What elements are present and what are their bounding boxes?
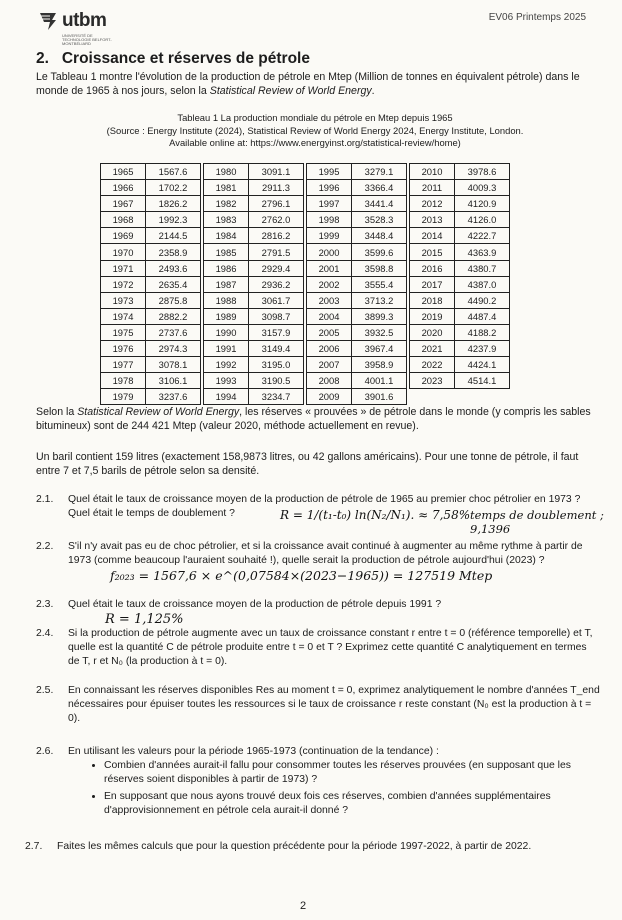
question-text: Quel était le taux de croissance moyen de la production de pétrole de 1965 au premier choc pétrolier en 1973 ? Quel était le temps de doublement ?: [68, 494, 581, 519]
question-2-2: [36, 540, 601, 568]
value-cell: 2875.8: [146, 292, 201, 308]
year-cell: 1992: [204, 357, 249, 373]
value-cell: 3366.4: [352, 180, 407, 196]
question-text: En connaissant les réserves disponibles Res au moment t = 0, exprimez analytiquement le nombre d'années T_end nécessaires pour épuiser toutes les ressources si le taux de croissance r reste constant (N₀ est la production à t = 0).: [68, 685, 600, 724]
year-cell: 2008: [307, 373, 352, 389]
year-cell: 1982: [204, 196, 249, 212]
year-cell: 2011: [410, 180, 455, 196]
value-cell: 4237.9: [455, 341, 510, 357]
year-cell: 2004: [307, 308, 352, 324]
year-cell: 1979: [101, 389, 146, 405]
table-row: [101, 389, 510, 405]
value-cell: 2929.4: [249, 260, 304, 276]
year-cell: 1981: [204, 180, 249, 196]
value-cell: 3441.4: [352, 196, 407, 212]
value-cell: 2635.4: [146, 276, 201, 292]
reserves-source: Statistical Review of World Energy: [77, 406, 240, 418]
year-cell: 1974: [101, 308, 146, 324]
value-cell: 3528.3: [352, 212, 407, 228]
value-cell: 3237.6: [146, 389, 201, 405]
value-cell: 2144.5: [146, 228, 201, 244]
year-cell: 1968: [101, 212, 146, 228]
value-cell: 2796.1: [249, 196, 304, 212]
value-cell: 4126.0: [455, 212, 510, 228]
year-cell: 2010: [410, 164, 455, 180]
value-cell: 3967.4: [352, 341, 407, 357]
value-cell: 4424.1: [455, 357, 510, 373]
intro-end: .: [371, 85, 375, 97]
table-caption: [60, 112, 570, 150]
value-cell: 3195.0: [249, 357, 304, 373]
value-cell: [455, 389, 510, 405]
year-cell: 2000: [307, 244, 352, 260]
value-cell: 1702.2: [146, 180, 201, 196]
year-cell: 1977: [101, 357, 146, 373]
year-cell: 2014: [410, 228, 455, 244]
question-number: 2.2.: [36, 541, 54, 552]
question-number: 2.1.: [36, 494, 54, 505]
year-cell: 2007: [307, 357, 352, 373]
intro-source: Statistical Review of World Energy: [209, 85, 372, 97]
year-cell: 1993: [204, 373, 249, 389]
value-cell: 1992.3: [146, 212, 201, 228]
utbm-logo-icon: [38, 10, 58, 32]
year-cell: 2022: [410, 357, 455, 373]
year-cell: 1985: [204, 244, 249, 260]
value-cell: 4363.9: [455, 244, 510, 260]
year-cell: 1983: [204, 212, 249, 228]
table-row: [101, 292, 510, 308]
section-title: [36, 50, 310, 68]
value-cell: 3149.4: [249, 341, 304, 357]
year-cell: [410, 389, 455, 405]
table-row: [101, 341, 510, 357]
value-cell: 4001.1: [352, 373, 407, 389]
value-cell: 4222.7: [455, 228, 510, 244]
table-row: [101, 180, 510, 196]
question-2-3: [36, 598, 601, 612]
production-table: [100, 163, 510, 405]
value-cell: 1826.2: [146, 196, 201, 212]
year-cell: 1965: [101, 164, 146, 180]
year-cell: 1972: [101, 276, 146, 292]
table-row: [101, 324, 510, 340]
year-cell: 1986: [204, 260, 249, 276]
year-cell: 1994: [204, 389, 249, 405]
handwritten-answer-2-3: R = 1,125%: [105, 612, 184, 627]
year-cell: 2017: [410, 276, 455, 292]
year-cell: 2021: [410, 341, 455, 357]
table-row: [101, 212, 510, 228]
question-number: 2.7.: [25, 841, 43, 852]
reserves-text-end: , les réserves « prouvées » de pétrole dans le monde (y compris les sables bitumineux) sont de 244 421 Mtep (valeur 2020, méthode actuellement en revue).: [36, 406, 591, 432]
year-cell: 2015: [410, 244, 455, 260]
value-cell: 3061.7: [249, 292, 304, 308]
value-cell: 2358.9: [146, 244, 201, 260]
year-cell: 1978: [101, 373, 146, 389]
question-text: Faites les mêmes calculs que pour la question précédente pour la période 1997-2022, à partir de 2022.: [57, 841, 532, 852]
year-cell: 1967: [101, 196, 146, 212]
question-number: 2.3.: [36, 599, 54, 610]
year-cell: 1984: [204, 228, 249, 244]
year-cell: 1987: [204, 276, 249, 292]
value-cell: 3106.1: [146, 373, 201, 389]
year-cell: 1966: [101, 180, 146, 196]
barrel-paragraph: Un baril contient 159 litres (exactement 158,9873 litres, ou 42 gallons américains). Pour une tonne de pétrole, il faut entre 7 et 7,5 barils de pétrole selon sa densité.: [36, 451, 579, 477]
handwritten-answer-2-2: f₂₀₂₃ = 1567,6 × e^(0,07584×(2023−1965)) = 127519 Mtep: [110, 568, 493, 583]
bullet-item: • Combien d'années aurait-il fallu pour consommer toutes les réserves prouvées (en supposant que les réserves soient disponibles à partir de 1973) ?: [104, 759, 601, 787]
table-row: [101, 308, 510, 324]
section-title-text: Croissance et réserves de pétrole: [61, 50, 310, 67]
year-cell: 2009: [307, 389, 352, 405]
year-cell: 2003: [307, 292, 352, 308]
table-row: [101, 373, 510, 389]
intro-text: Le Tableau 1 montre l'évolution de la production de pétrole en Mtep (Million de tonnes en équivalent pétrole) dans le monde de 1965 à nos jours, selon la: [36, 71, 580, 97]
year-cell: 2013: [410, 212, 455, 228]
table-row: [101, 164, 510, 180]
bullet-item: • En supposant que nous ayons trouvé deux fois ces réserves, combien d'années supplémentaires d'approvisionnement en pétrole cela aurait-il donné ?: [104, 790, 601, 818]
value-cell: 4009.3: [455, 180, 510, 196]
year-cell: 1989: [204, 308, 249, 324]
question-2-6: [36, 745, 601, 821]
question-2-7: [25, 840, 605, 854]
year-cell: 2020: [410, 324, 455, 340]
year-cell: 1999: [307, 228, 352, 244]
value-cell: 3448.4: [352, 228, 407, 244]
year-cell: 1973: [101, 292, 146, 308]
value-cell: 3098.7: [249, 308, 304, 324]
year-cell: 1980: [204, 164, 249, 180]
logo-subtitle: UNIVERSITÉ DE TECHNOLOGIE BELFORT-MONTBÉLIARD: [62, 33, 112, 46]
year-cell: 1971: [101, 260, 146, 276]
section-number: 2.: [36, 50, 49, 67]
value-cell: 4487.4: [455, 308, 510, 324]
value-cell: 4490.2: [455, 292, 510, 308]
question-text: S'il n'y avait pas eu de choc pétrolier, et si la croissance avait continué à augmenter au même rythme à partir de 1973 (comme beaucoup l'auraient souhaité !), quelle serait la production de pétrole aujourd'hui (2023) ?: [68, 541, 583, 566]
caption-line-1: Tableau 1 La production mondiale du pétrole en Mtep depuis 1965: [177, 112, 453, 123]
value-cell: 4120.9: [455, 196, 510, 212]
value-cell: 3899.3: [352, 308, 407, 324]
question-2-4: [36, 627, 601, 669]
reserves-paragraph: [36, 405, 596, 433]
year-cell: 1991: [204, 341, 249, 357]
value-cell: 2493.6: [146, 260, 201, 276]
year-cell: 1975: [101, 324, 146, 340]
year-cell: 1970: [101, 244, 146, 260]
value-cell: 3932.5: [352, 324, 407, 340]
year-cell: 1976: [101, 341, 146, 357]
year-cell: 1998: [307, 212, 352, 228]
logo-text: utbm: [62, 10, 107, 31]
value-cell: 4514.1: [455, 373, 510, 389]
value-cell: 3978.6: [455, 164, 510, 180]
value-cell: 3091.1: [249, 164, 304, 180]
value-cell: 4380.7: [455, 260, 510, 276]
question-text: Si la production de pétrole augmente avec un taux de croissance constant r entre t = 0 (référence temporelle) et T, quelle est la quantité C de pétrole produite entre t = 0 et T ? Exprimez cette quantité C analytiquement en termes de T, r et N₀ (la production à t = 0).: [68, 628, 593, 667]
question-text: Quel était le taux de croissance moyen de la production de pétrole depuis 1991 ?: [68, 599, 442, 610]
year-cell: 1995: [307, 164, 352, 180]
year-cell: 1969: [101, 228, 146, 244]
caption-line-2: (Source : Energy Institute (2024), Statistical Review of World Energy 2024, Energy Institute, London.: [106, 124, 524, 136]
value-cell: 2974.3: [146, 341, 201, 357]
question-2-6-bullets: [84, 759, 601, 818]
reserves-text: Selon la: [36, 406, 78, 418]
page-number: 2: [300, 900, 307, 912]
value-cell: 2816.2: [249, 228, 304, 244]
value-cell: 2791.5: [249, 244, 304, 260]
question-number: 2.4.: [36, 628, 54, 639]
value-cell: 3598.8: [352, 260, 407, 276]
handwritten-doubling: temps de doublement ; 9,1396: [470, 508, 604, 536]
value-cell: 3234.7: [249, 389, 304, 405]
value-cell: 4387.0: [455, 276, 510, 292]
value-cell: 4188.2: [455, 324, 510, 340]
value-cell: 3713.2: [352, 292, 407, 308]
table-row: [101, 196, 510, 212]
year-cell: 2023: [410, 373, 455, 389]
course-header: EV06 Printemps 2025: [488, 12, 586, 23]
question-number: 2.5.: [36, 685, 54, 696]
value-cell: 3190.5: [249, 373, 304, 389]
value-cell: 3599.6: [352, 244, 407, 260]
year-cell: 2002: [307, 276, 352, 292]
handwritten-answer-2-1: R = 1/(t₁-t₀) ln(N₂/N₁). ≈ 7,58%: [280, 508, 471, 522]
year-cell: 2005: [307, 324, 352, 340]
question-2-5: [36, 684, 601, 726]
value-cell: 3279.1: [352, 164, 407, 180]
caption-line-3: Available online at: https://www.energyinst.org/statistical-review/home): [169, 137, 461, 148]
value-cell: 3901.6: [352, 389, 407, 405]
value-cell: 2737.6: [146, 324, 201, 340]
year-cell: 2006: [307, 341, 352, 357]
year-cell: 1988: [204, 292, 249, 308]
table-row: [101, 276, 510, 292]
year-cell: 1990: [204, 324, 249, 340]
year-cell: 2012: [410, 196, 455, 212]
value-cell: 3078.1: [146, 357, 201, 373]
year-cell: 2016: [410, 260, 455, 276]
table-row: [101, 260, 510, 276]
value-cell: 3555.4: [352, 276, 407, 292]
table-row: [101, 244, 510, 260]
utbm-logo: [38, 10, 112, 46]
year-cell: 1997: [307, 196, 352, 212]
value-cell: 2936.2: [249, 276, 304, 292]
value-cell: 3958.9: [352, 357, 407, 373]
year-cell: 2018: [410, 292, 455, 308]
value-cell: 1567.6: [146, 164, 201, 180]
question-text: En utilisant les valeurs pour la période 1965-1973 (continuation de la tendance) :: [68, 746, 439, 757]
table-row: [101, 357, 510, 373]
value-cell: 2762.0: [249, 212, 304, 228]
value-cell: 2882.2: [146, 308, 201, 324]
year-cell: 1996: [307, 180, 352, 196]
table-row: [101, 228, 510, 244]
year-cell: 2001: [307, 260, 352, 276]
intro-paragraph: [36, 70, 596, 98]
year-cell: 2019: [410, 308, 455, 324]
value-cell: 3157.9: [249, 324, 304, 340]
question-number: 2.6.: [36, 746, 54, 757]
value-cell: 2911.3: [249, 180, 304, 196]
